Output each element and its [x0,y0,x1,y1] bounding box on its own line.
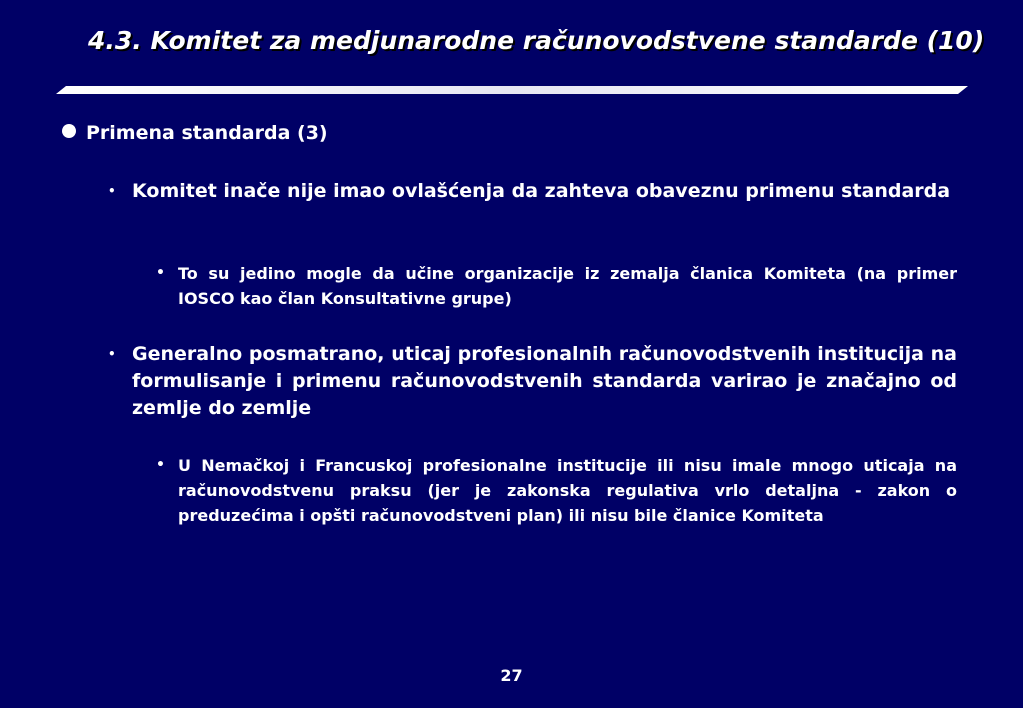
level1-bullet [62,122,328,144]
bullet-item-1 [108,178,957,205]
title-divider [56,86,968,94]
bullet-item-1-text: Komitet inače nije imao ovlašćenja da zahteva obaveznu primenu standarda [132,180,951,202]
bullet-item-2 [108,341,957,422]
sub-bullet-item-2 [156,453,957,528]
page-number: 27 [500,666,523,685]
sub-bullet-item-2-text: U Nemačkoj i Francuskoj profesionalne institucije ili nisu imale mnogo uticaja na računovodstvenu praksu (jer je zakonska regulativa vrlo detaljna - zakon o preduzećima i opšti računovodstveni plan) ili nisu bile članice Komiteta [178,456,957,525]
sub-bullet-item-1 [156,261,957,311]
slide-title: 4.3. Komitet za medjunarodne računovodstvene standarde (10) [88,26,985,55]
bullet-dot-icon: • [108,184,116,198]
bullet-dot-icon: • [108,347,116,361]
bullet-dot-icon: • [156,457,165,473]
bullet-dot-icon [62,124,76,138]
sub-bullet-item-1-text: To su jedino mogle da učine organizacije iz zemalja članica Komiteta (na primer IOSCO kao član Konsultativne grupe) [178,264,957,308]
level1-bullet-text: Primena standarda (3) [86,122,328,144]
bullet-item-2-text: Generalno posmatrano, uticaj profesionalnih računovodstvenih institucija na formulisanje i primenu računovodstvenih standarda varirao je značajno od zemlje do zemlje [132,343,957,419]
bullet-dot-icon: • [156,265,165,281]
